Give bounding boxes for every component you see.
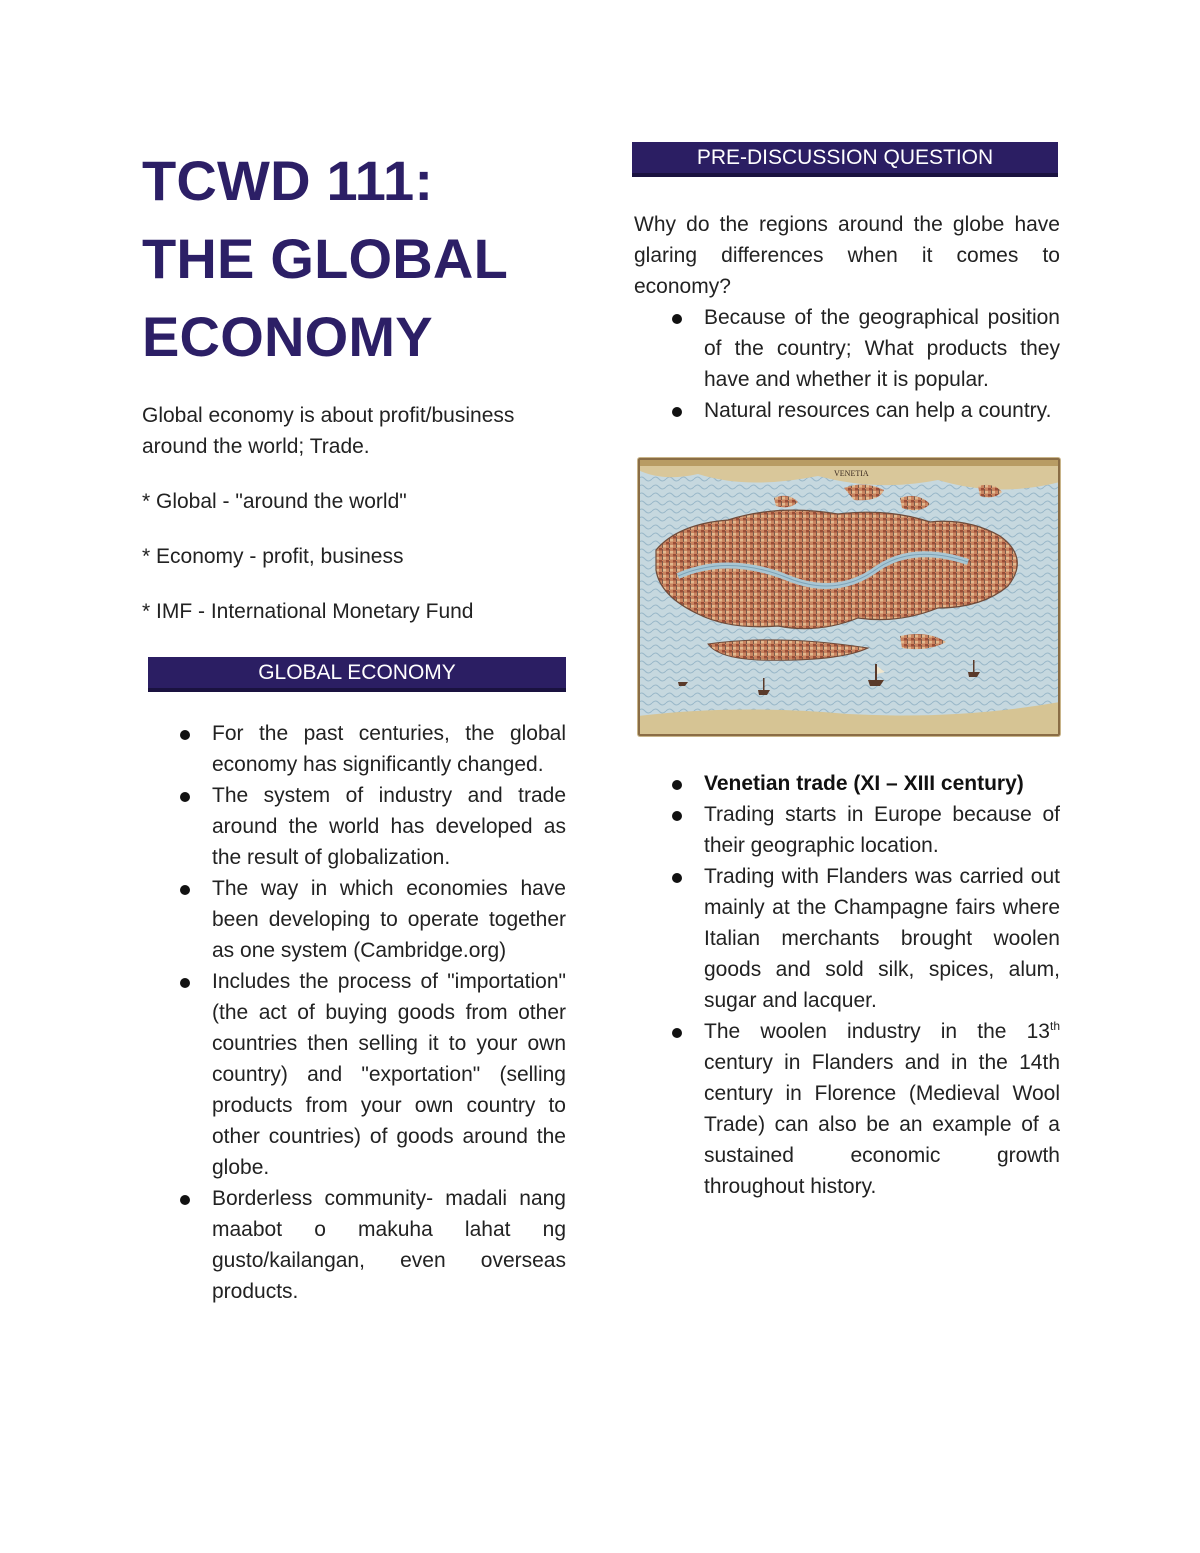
intro-text: Global economy is about profit/business around the world; Trade. [142, 404, 515, 458]
answer-list [634, 302, 1060, 426]
list-item: The system of industry and trade around the world has developed as the result of globalization. [142, 780, 566, 873]
list-item: Includes the process of "importation" (the act of buying goods from other countries then selling it to your own country) and "exportation" (selling products from your own country to other countries) of goods around the globe. [142, 966, 566, 1183]
list-item: Trading starts in Europe because of their geographic location. [634, 799, 1060, 861]
pre-discussion-heading: PRE-DISCUSSION QUESTION [632, 142, 1058, 177]
bullet-icon [672, 1028, 682, 1038]
bullet-icon [180, 730, 190, 740]
bullet-icon [180, 792, 190, 802]
venetian-trade-list [634, 768, 1060, 1202]
bullet-icon [672, 780, 682, 790]
global-economy-heading: GLOBAL ECONOMY [148, 657, 566, 692]
list-item: Because of the geographical position of the country; What products they have and whether it is popular. [634, 302, 1060, 395]
bullet-icon [180, 885, 190, 895]
discussion-question: Why do the regions around the globe have glaring differences when it comes to economy? [634, 213, 1060, 298]
definition-economy: * Economy - profit, business [142, 545, 404, 568]
definition-global: * Global - "around the world" [142, 490, 407, 513]
list-item: The woolen industry in the 13th century in Flanders and in the 14th century in Florence (Medieval Wool Trade) can also be an example of a sustained economic growth throughout history. [634, 1016, 1060, 1202]
global-economy-list [142, 718, 566, 1307]
map-label: VENETIA [834, 469, 869, 478]
list-item: The way in which economies have been developing to operate together as one system (Cambridge.org) [142, 873, 566, 966]
title-line-3: ECONOMY [142, 305, 433, 368]
list-item: Borderless community- madali nang maabot o makuha lahat ng gusto/kailangan, even overseas products. [142, 1183, 566, 1307]
list-item: Natural resources can help a country. [634, 395, 1060, 426]
title-line-1: TCWD 111: [142, 149, 434, 212]
right-column [634, 142, 1060, 1202]
venetian-trade-heading: Venetian trade (XI – XIII century) [704, 772, 1024, 795]
bullet-icon [180, 978, 190, 988]
left-column [142, 142, 566, 1307]
list-item: Trading with Flanders was carried out mainly at the Champagne fairs where Italian merchants brought woolen goods and sold silk, spices, alum, sugar and lacquer. [634, 861, 1060, 1016]
bullet-icon [672, 873, 682, 883]
bullet-icon [180, 1195, 190, 1205]
page-title [142, 142, 566, 376]
title-line-2: THE GLOBAL [142, 227, 508, 290]
bullet-icon [672, 407, 682, 417]
list-item: For the past centuries, the global economy has significantly changed. [142, 718, 566, 780]
bullet-icon [672, 811, 682, 821]
definition-imf: * IMF - International Monetary Fund [142, 600, 474, 623]
venice-map-image [638, 458, 1060, 736]
list-item [634, 768, 1060, 799]
bullet-icon [672, 314, 682, 324]
